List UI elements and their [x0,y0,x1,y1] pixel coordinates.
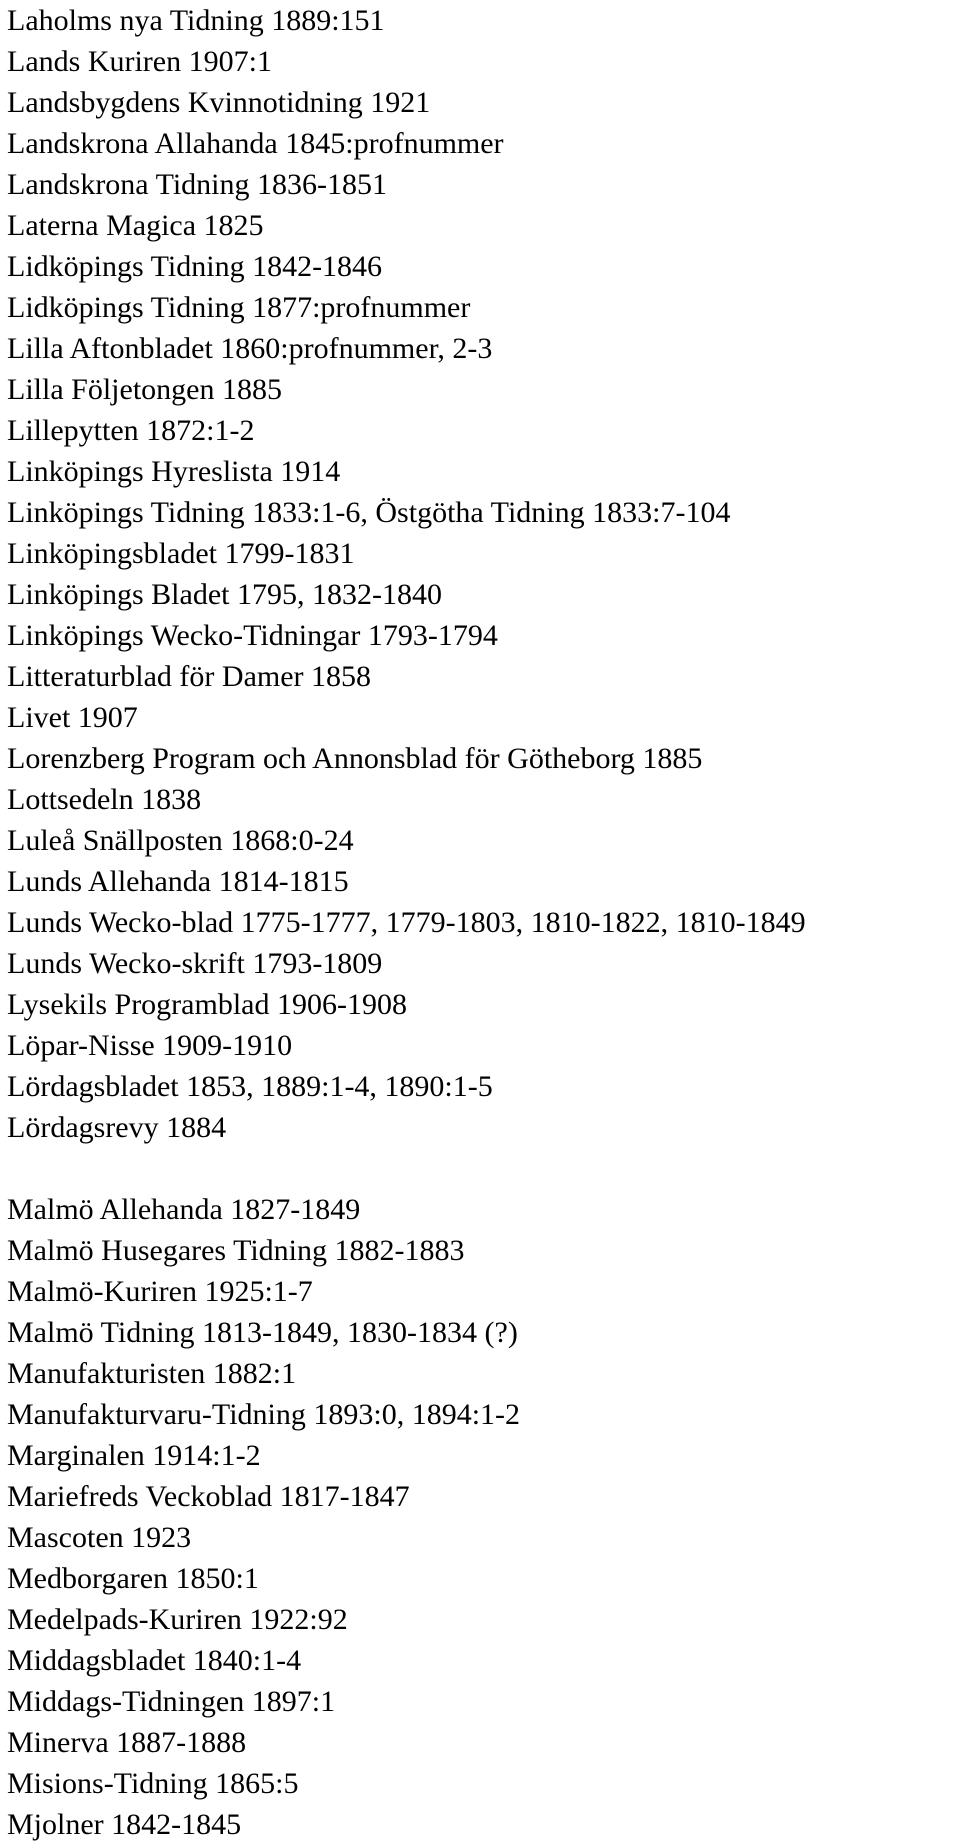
section-l-entries [7,0,960,1148]
list-item: Lands Kuriren 1907:1 [7,45,272,78]
list-item: Malmö-Kuriren 1925:1-7 [7,1275,313,1308]
list-item: Lunds Wecko-blad 1775-1777, 1779-1803, 1810-1822, 1810-1849 [7,906,806,939]
list-item: Lysekils Programblad 1906-1908 [7,988,407,1021]
list-item: Malmö Husegares Tidning 1882-1883 [7,1234,465,1267]
list-item: Lunds Wecko-skrift 1793-1809 [7,947,383,980]
list-item: Lunds Allehanda 1814-1815 [7,865,349,898]
list-item: Lördagsrevy 1884 [7,1111,227,1144]
list-item: Manufakturvaru-Tidning 1893:0, 1894:1-2 [7,1398,521,1431]
list-item: Lördagsbladet 1853, 1889:1-4, 1890:1-5 [7,1070,493,1103]
list-item: Linköpings Bladet 1795, 1832-1840 [7,578,442,611]
list-item: Livet 1907 [7,701,138,734]
list-item: Lillepytten 1872:1-2 [7,414,255,447]
list-item: Medelpads-Kuriren 1922:92 [7,1603,348,1636]
section-m-entries [7,1189,960,1845]
list-item: Laholms nya Tidning 1889:151 [7,4,385,37]
list-item: Lidköpings Tidning 1842-1846 [7,250,383,283]
list-item: Linköpings Wecko-Tidningar 1793-1794 [7,619,498,652]
list-item: Lilla Aftonbladet 1860:profnummer, 2-3 [7,332,493,365]
list-item: Laterna Magica 1825 [7,209,264,242]
list-item: Löpar-Nisse 1909-1910 [7,1029,293,1062]
list-item: Marginalen 1914:1-2 [7,1439,261,1472]
list-item: Linköpingsbladet 1799-1831 [7,537,355,570]
list-item: Luleå Snällposten 1868:0-24 [7,824,354,857]
list-item: Medborgaren 1850:1 [7,1562,259,1595]
list-item: Middags-Tidningen 1897:1 [7,1685,336,1718]
list-item: Manufakturisten 1882:1 [7,1357,297,1390]
list-item: Lorenzberg Program och Annonsblad för Götheborg 1885 [7,742,703,775]
list-item: Litteraturblad för Damer 1858 [7,660,372,693]
list-item: Landskrona Allahanda 1845:profnummer [7,127,504,160]
list-item: Linköpings Tidning 1833:1-6, Östgötha Tidning 1833:7-104 [7,496,731,529]
list-item: Landsbygdens Kvinnotidning 1921 [7,86,431,119]
list-item: Landskrona Tidning 1836-1851 [7,168,388,201]
list-item: Malmö Tidning 1813-1849, 1830-1834 (?) [7,1316,518,1349]
list-item: Malmö Allehanda 1827-1849 [7,1193,361,1226]
list-item: Lilla Följetongen 1885 [7,373,282,406]
list-item: Linköpings Hyreslista 1914 [7,455,341,488]
list-item: Minerva 1887-1888 [7,1726,247,1759]
list-item: Misions-Tidning 1865:5 [7,1767,299,1800]
list-item: Middagsbladet 1840:1-4 [7,1644,302,1677]
list-item: Lottsedeln 1838 [7,783,202,816]
list-item: Lidköpings Tidning 1877:profnummer [7,291,471,324]
list-item: Mjolner 1842-1845 [7,1808,242,1841]
list-item: Mascoten 1923 [7,1521,192,1554]
list-item: Mariefreds Veckoblad 1817-1847 [7,1480,410,1513]
